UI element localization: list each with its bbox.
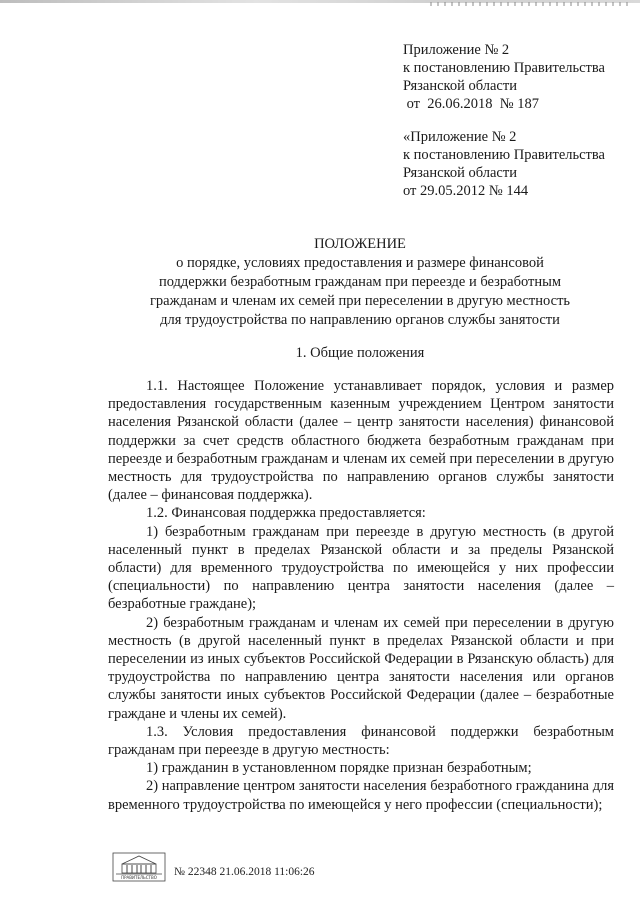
- appendix-original-line-2: к постановлению Правительства: [403, 147, 605, 163]
- section-heading: 1. Общие положения: [295, 345, 425, 361]
- appendix-original-line-1: «Приложение № 2: [403, 129, 517, 145]
- appendix-current-line-2: к постановлению Правительства: [403, 60, 605, 76]
- registration-number: № 22348 21.06.2018 11:06:26: [174, 866, 315, 878]
- appendix-original-block: [403, 128, 605, 200]
- scan-artifact: [430, 2, 630, 6]
- document-title: [105, 235, 615, 330]
- document-body: [108, 377, 614, 814]
- appendix-original-line-3: Рязанской области: [403, 165, 517, 181]
- title-subtitle-line: гражданам и членам их семей при переселении в другую местность: [149, 293, 571, 309]
- paragraph-1-1: 1.1. Настоящее Положение устанавливает порядок, условия и размер предоставления государственным казенным учреждением Центром занятости населения Рязанской области (далее – центр занятости населения) финансовой поддержки за счет средств областного бюджета безработным гражданам при переезде и безработным гражданам и членам их семей при переселении в другую местность для трудоустройства по направлению органов службы занятости (далее – финансовая поддержка).: [108, 378, 615, 504]
- title-subtitle-line: поддержки безработным гражданам при переезде и безработным: [158, 274, 562, 290]
- appendix-current-line-3: Рязанской области: [403, 78, 517, 94]
- appendix-current-line-1: Приложение № 2: [403, 42, 510, 58]
- title-subtitle-line: о порядке, условиях предоставления и размере финансовой: [176, 255, 544, 271]
- stamp-caption: ПРАВИТЕЛЬСТВО: [121, 875, 157, 880]
- paragraph-1-3: 1.3. Условия предоставления финансовой поддержки безработным гражданам при переезде в другую местность:: [108, 723, 614, 759]
- paragraph-1-3-item-1: 1) гражданин в установленном порядке признан безработным;: [146, 760, 532, 777]
- title-heading: ПОЛОЖЕНИЕ: [314, 236, 406, 252]
- paragraph-1-2-item-2: 2) безработным гражданам и членам их семей при переселении в другую местность (в другой населенный пункт в пределах Рязанской области и при переселении из иных субъектов Российской Федерации в Рязанскую область) для трудоустройства по направлению центра занятости населения или органов службы занятости иных субъектов Российской Федерации (далее – безработные граждане и члены их семей).: [108, 614, 614, 722]
- paragraph-1-2: 1.2. Финансовая поддержка предоставляется:: [146, 505, 426, 522]
- paragraph-1-2-item-1: 1) безработным гражданам при переезде в другую местность (в другой населенный пункт в пределах Рязанской области и за пределы Рязанской области) для временного трудоустройства по имеющейся у них профессии (специальности) по направлению центра занятости населения (далее – безработные граждане);: [108, 523, 614, 613]
- appendix-current-block: [403, 41, 605, 113]
- appendix-current-line-4: от 26.06.2018 № 187: [403, 96, 539, 112]
- appendix-original-line-4: от 29.05.2012 № 144: [403, 183, 529, 199]
- title-subtitle-line: для трудоустройства по направлению органов службы занятости: [160, 312, 560, 328]
- paragraph-1-3-item-2: 2) направление центром занятости населения безработного гражданина для временного трудоустройства по имеющейся у него профессии (специальности);: [108, 778, 614, 813]
- footer: [112, 852, 412, 886]
